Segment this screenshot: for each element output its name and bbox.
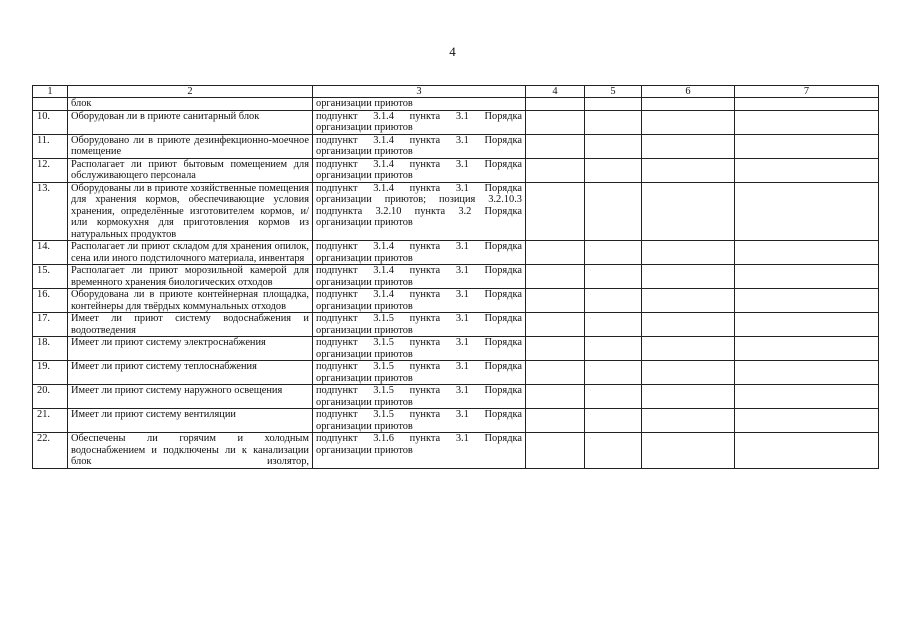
- table-row: [33, 433, 879, 469]
- answer-cell: [735, 182, 879, 241]
- row-number: 15.: [33, 265, 68, 289]
- answer-cell: [735, 313, 879, 337]
- column-header: 1: [33, 86, 68, 98]
- answer-cell: [526, 241, 585, 265]
- table-row: [33, 361, 879, 385]
- column-header: 4: [526, 86, 585, 98]
- answer-cell: [642, 433, 735, 469]
- answer-cell: [735, 110, 879, 134]
- table-row: [33, 241, 879, 265]
- answer-cell: [735, 265, 879, 289]
- answer-cell: [642, 134, 735, 158]
- question-cell: Располагает ли приют морозильной камерой для временного хранения биологических отходов: [68, 265, 313, 289]
- reference-cell: подпункт 3.1.4 пункта 3.1 Порядка организации приютов: [313, 158, 526, 182]
- question-cell: Имеет ли приют систему теплоснабжения: [68, 361, 313, 385]
- answer-cell: [585, 110, 642, 134]
- answer-cell: [642, 158, 735, 182]
- row-number: 13.: [33, 182, 68, 241]
- question-cell: Имеет ли приют систему водоснабжения и водоотведения: [68, 313, 313, 337]
- answer-cell: [526, 409, 585, 433]
- answer-cell: [735, 409, 879, 433]
- reference-cell: подпункт 3.1.4 пункта 3.1 Порядка организации приютов: [313, 265, 526, 289]
- question-cell: Оборудовано ли в приюте дезинфекционно-моечное помещение: [68, 134, 313, 158]
- row-number: 10.: [33, 110, 68, 134]
- answer-cell: [735, 158, 879, 182]
- reference-cell: подпункт 3.1.4 пункта 3.1 Порядка организации приютов: [313, 289, 526, 313]
- answer-cell: [642, 265, 735, 289]
- answer-cell: [585, 409, 642, 433]
- answer-cell: [735, 361, 879, 385]
- answer-cell: [585, 385, 642, 409]
- reference-cell: подпункт 3.1.5 пункта 3.1 Порядка организации приютов: [313, 337, 526, 361]
- row-number: 12.: [33, 158, 68, 182]
- row-number: 19.: [33, 361, 68, 385]
- answer-cell: [642, 313, 735, 337]
- page-number: 4: [449, 44, 456, 59]
- answer-cell: [585, 313, 642, 337]
- answer-cell: [585, 241, 642, 265]
- answer-cell: [642, 361, 735, 385]
- answer-cell: [642, 385, 735, 409]
- answer-cell: [735, 134, 879, 158]
- question-cell: блок: [68, 98, 313, 111]
- answer-cell: [735, 289, 879, 313]
- table-header-row: [33, 86, 879, 98]
- reference-cell: подпункт 3.1.5 пункта 3.1 Порядка организации приютов: [313, 385, 526, 409]
- answer-cell: [642, 98, 735, 111]
- row-number: 22.: [33, 433, 68, 469]
- answer-cell: [526, 361, 585, 385]
- answer-cell: [735, 337, 879, 361]
- question-cell: Имеет ли приют систему наружного освещения: [68, 385, 313, 409]
- answer-cell: [526, 158, 585, 182]
- row-number: 16.: [33, 289, 68, 313]
- answer-cell: [585, 361, 642, 385]
- answer-cell: [642, 241, 735, 265]
- answer-cell: [735, 385, 879, 409]
- answer-cell: [526, 182, 585, 241]
- answer-cell: [526, 134, 585, 158]
- row-number: 14.: [33, 241, 68, 265]
- table-row: [33, 158, 879, 182]
- question-cell: Оборудован ли в приюте санитарный блок: [68, 110, 313, 134]
- answer-cell: [642, 337, 735, 361]
- answer-cell: [585, 182, 642, 241]
- answer-cell: [642, 409, 735, 433]
- answer-cell: [526, 289, 585, 313]
- table-row: [33, 289, 879, 313]
- row-number: 11.: [33, 134, 68, 158]
- table-row: [33, 385, 879, 409]
- answer-cell: [526, 433, 585, 469]
- column-header: 3: [313, 86, 526, 98]
- table-row: [33, 265, 879, 289]
- reference-cell: подпункт 3.1.4 пункта 3.1 Порядка организации приютов: [313, 110, 526, 134]
- answer-cell: [585, 98, 642, 111]
- question-cell: Располагает ли приют складом для хранения опилок, сена или иного подстилочного материала, инвентаря: [68, 241, 313, 265]
- column-header: 2: [68, 86, 313, 98]
- answer-cell: [642, 289, 735, 313]
- answer-cell: [585, 289, 642, 313]
- row-number: 21.: [33, 409, 68, 433]
- row-number: 17.: [33, 313, 68, 337]
- reference-cell: подпункт 3.1.5 пункта 3.1 Порядка организации приютов: [313, 409, 526, 433]
- answer-cell: [526, 110, 585, 134]
- answer-cell: [585, 134, 642, 158]
- row-number: [33, 98, 68, 111]
- question-cell: Оборудованы ли в приюте хозяйственные помещения для хранения кормов, обеспечивающие условия хранения, определённые изготовителем кормов, и/или кормокухня для приготовления кормов из натуральных продуктов: [68, 182, 313, 241]
- question-cell: Обеспечены ли горячим и холодным водоснабжением и подключены ли к канализации блок изолятор,: [68, 433, 313, 469]
- table-row: [33, 182, 879, 241]
- column-header: 6: [642, 86, 735, 98]
- question-cell: Располагает ли приют бытовым помещением для обслуживающего персонала: [68, 158, 313, 182]
- answer-cell: [735, 241, 879, 265]
- table-row: [33, 134, 879, 158]
- table-row: [33, 98, 879, 111]
- table-row: [33, 337, 879, 361]
- reference-cell: подпункт 3.1.4 пункта 3.1 Порядка организации приютов: [313, 241, 526, 265]
- row-number: 18.: [33, 337, 68, 361]
- answer-cell: [526, 98, 585, 111]
- answer-cell: [585, 433, 642, 469]
- answer-cell: [585, 265, 642, 289]
- table-row: [33, 110, 879, 134]
- reference-cell: подпункт 3.1.5 пункта 3.1 Порядка организации приютов: [313, 361, 526, 385]
- reference-cell: подпункт 3.1.6 пункта 3.1 Порядка организации приютов: [313, 433, 526, 469]
- column-header: 7: [735, 86, 879, 98]
- answer-cell: [526, 265, 585, 289]
- row-number: 20.: [33, 385, 68, 409]
- question-cell: Оборудована ли в приюте контейнерная площадка, контейнеры для твёрдых коммунальных отходов: [68, 289, 313, 313]
- answer-cell: [585, 337, 642, 361]
- answer-cell: [526, 385, 585, 409]
- answer-cell: [526, 313, 585, 337]
- answer-cell: [735, 433, 879, 469]
- table-row: [33, 409, 879, 433]
- reference-cell: подпункт 3.1.4 пункта 3.1 Порядка организации приютов: [313, 134, 526, 158]
- reference-cell: организации приютов: [313, 98, 526, 111]
- table-row: [33, 313, 879, 337]
- column-header: 5: [585, 86, 642, 98]
- question-cell: Имеет ли приют систему электроснабжения: [68, 337, 313, 361]
- answer-cell: [526, 337, 585, 361]
- answer-cell: [735, 98, 879, 111]
- reference-cell: подпункт 3.1.4 пункта 3.1 Порядка организации приютов; позиция 3.2.10.3 подпункта 3.2.10 пункта 3.2 Порядка организации приютов: [313, 182, 526, 241]
- answer-cell: [642, 182, 735, 241]
- answer-cell: [642, 110, 735, 134]
- reference-cell: подпункт 3.1.5 пункта 3.1 Порядка организации приютов: [313, 313, 526, 337]
- question-cell: Имеет ли приют систему вентиляции: [68, 409, 313, 433]
- checklist-table: [32, 85, 879, 469]
- answer-cell: [585, 158, 642, 182]
